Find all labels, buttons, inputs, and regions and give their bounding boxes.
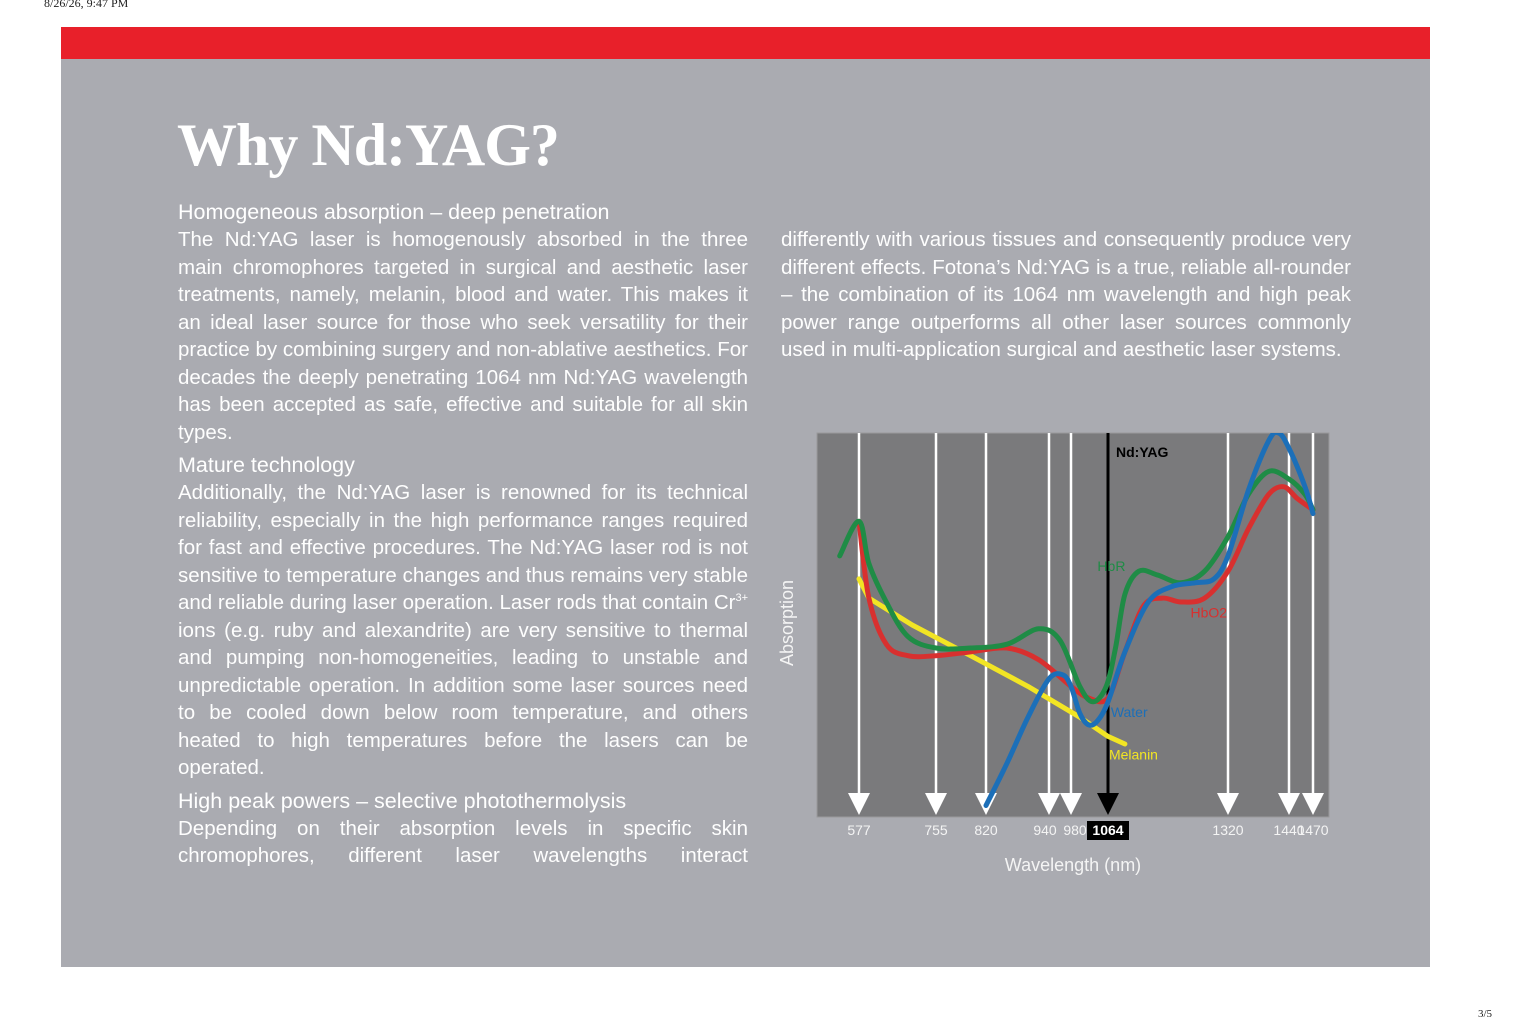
- header-band: [61, 27, 1430, 59]
- series-label-hbr: HbR: [1097, 558, 1126, 575]
- tick-label-755: 755: [924, 822, 948, 838]
- section-heading: Mature technology: [178, 453, 355, 477]
- section-body: Depending on their absorption levels in specific skin chromophores, different laser wavelengths interact: [178, 816, 748, 867]
- tick-label-980: 980: [1063, 822, 1087, 838]
- body-text: ions (e.g. ruby and alexandrite) are very sensitive to thermal and pumping non-homogeneities, leading to unstable and unpredictable operation. In addition some laser sources need to be cooled down below room temperature, and others heated to high temperatures before the lasers can be operated.: [178, 618, 748, 779]
- y-axis-title: Absorption: [777, 579, 797, 667]
- section-body: [178, 479, 748, 782]
- series-label-water: Water: [1110, 704, 1148, 721]
- page-number: 3/5: [1477, 1008, 1492, 1020]
- tick-label-940: 940: [1033, 822, 1057, 838]
- tick-label-1320: 1320: [1212, 822, 1244, 838]
- x-axis-title: Wavelength (nm): [1004, 855, 1142, 875]
- absorption-chart: [773, 427, 1373, 887]
- tick-label-577: 577: [847, 822, 871, 838]
- series-label-melanin: Melanin: [1108, 746, 1158, 763]
- series-label-hbo2: HbO2: [1190, 604, 1228, 621]
- left-column: [178, 199, 748, 876]
- section-body: The Nd:YAG laser is homogenously absorbed in the three main chromophores targeted in surgical and aesthetic laser treatments, namely, melanin, blood and water. This makes it an ideal laser source for those who seek versatility for their practice by combining surgery and non-ablative aesthetics. For decades the deeply penetrating 1064 nm Nd:YAG wavelength has been accepted as safe, effective and suitable for all skin types.: [178, 228, 748, 444]
- chart-svg: [773, 427, 1373, 887]
- section-body: differently with various tissues and consequently produce very different effects. Fotona’s Nd:YAG is a true, reliable all-rounder – the combination of its 1064 nm wavelength and high peak power range outperforms all other laser sources commonly used in multi-application surgical and aesthetic laser systems.: [781, 228, 1351, 361]
- tick-label-1470: 1470: [1297, 822, 1329, 838]
- section-heading: Homogeneous absorption – deep penetration: [178, 200, 610, 224]
- superscript: 3+: [735, 592, 748, 605]
- tick-label-1064: 1064: [1092, 822, 1124, 838]
- body-text: Additionally, the Nd:YAG laser is renowned for its technical reliability, especially in the high performance ranges required for fast and effective procedures. The Nd:YAG laser rod is not sensitive to temperature changes and thus remains very stable and reliable during laser operation. Laser rods that contain Cr: [178, 481, 748, 614]
- page-title: Why Nd:YAG?: [177, 112, 559, 178]
- tick-label-820: 820: [974, 822, 998, 838]
- brochure-page: [61, 27, 1430, 967]
- highlight-label: Nd:YAG: [1116, 444, 1169, 460]
- right-column: [781, 226, 1351, 370]
- print-timestamp: 8/26/26, 9:47 PM: [44, 0, 129, 10]
- tick-label-1440: 1440: [1273, 822, 1305, 838]
- section-heading: High peak powers – selective photothermolysis: [178, 788, 627, 813]
